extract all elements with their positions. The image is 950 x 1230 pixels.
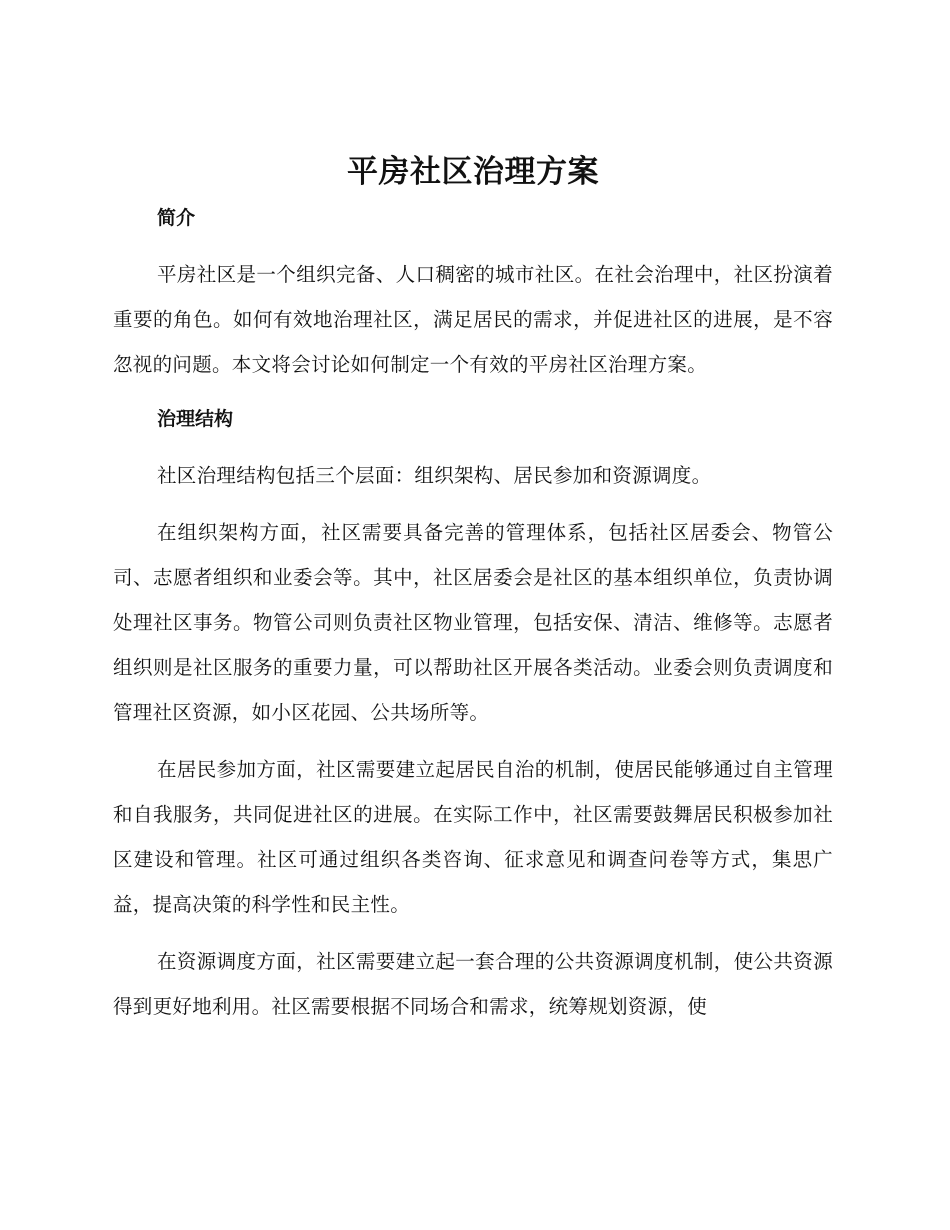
document-content	[113, 146, 833, 1041]
section-heading-governance: 治理结构	[157, 408, 234, 430]
section-heading-intro: 简介	[157, 207, 196, 229]
governance-paragraph-1: 社区治理结构包括三个层面：组织架构、居民参加和资源调度。	[157, 464, 712, 487]
intro-paragraph-1: 平房社区是一个组织完备、人口稠密的城市社区。在社会治理中，社区扮演着重要的角色。如何有效地治理社区，满足居民的需求，并促进社区的进展，是不容忽视的问题。本文将会讨论如何制定一个有效的平房社区治理方案。	[113, 263, 833, 376]
governance-paragraph-4: 在资源调度方面，社区需要建立起一套合理的公共资源调度机制，使公共资源得到更好地利用。社区需要根据不同场合和需求，统筹规划资源，使	[113, 950, 833, 1018]
section-intro	[113, 198, 833, 387]
page-title: 平房社区治理方案	[347, 154, 599, 190]
governance-paragraph-3: 在居民参加方面，社区需要建立起居民自治的机制，使居民能够通过自主管理和自我服务，共同促进社区的进展。在实际工作中，社区需要鼓舞居民积极参加社区建设和管理。社区可通过组织各类咨询、征求意见和调查问卷等方式，集思广益，提高决策的科学性和民主性。	[113, 758, 833, 916]
section-governance-structure	[113, 399, 833, 1029]
governance-paragraph-2: 在组织架构方面，社区需要具备完善的管理体系，包括社区居委会、物管公司、志愿者组织和业委会等。其中，社区居委会是社区的基本组织单位，负责协调处理社区事务。物管公司则负责社区物业管理，包括安保、清洁、维修等。志愿者组织则是社区服务的重要力量，可以帮助社区开展各类活动。业委会则负责调度和管理社区资源，如小区花园、公共场所等。	[113, 521, 833, 724]
